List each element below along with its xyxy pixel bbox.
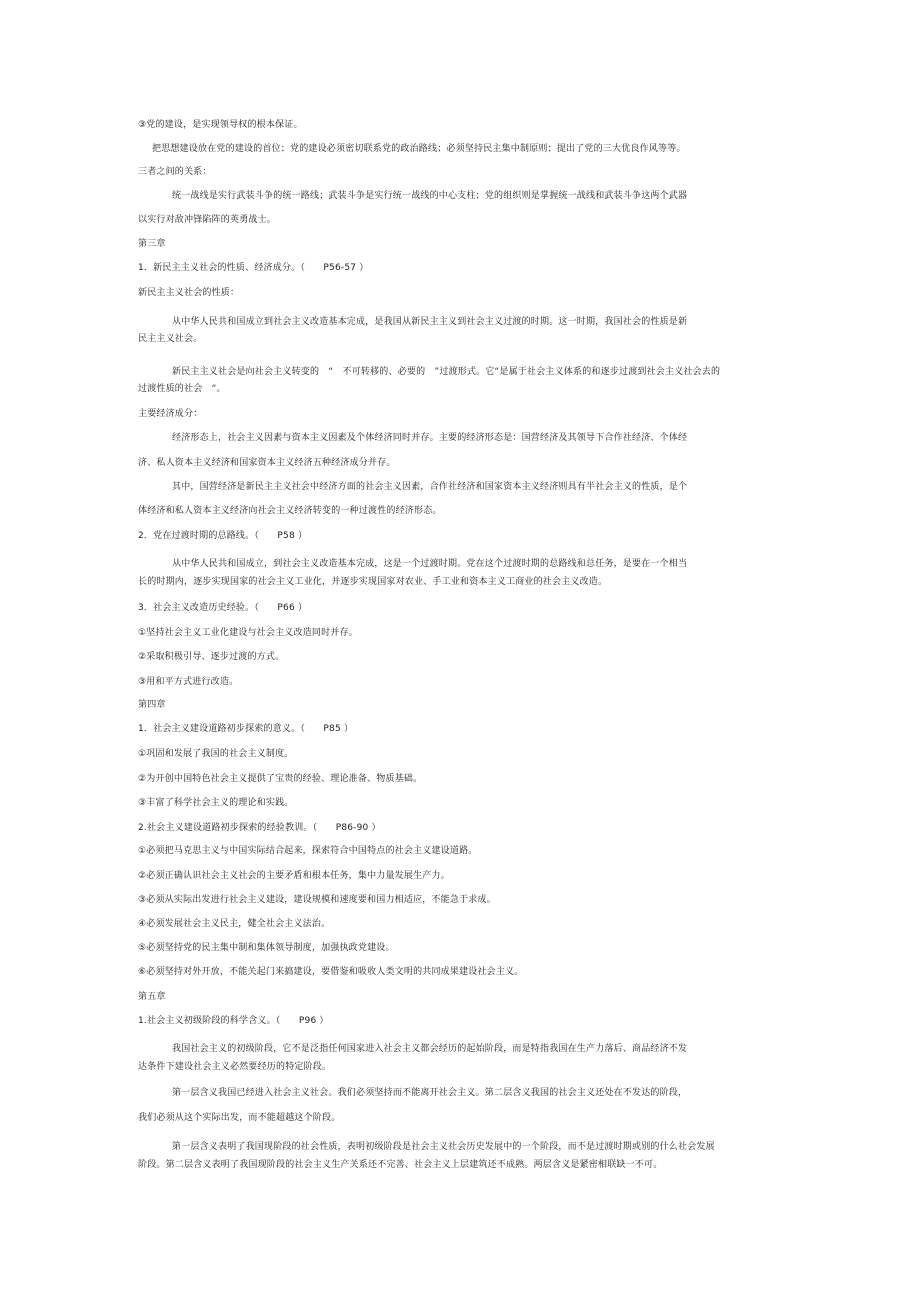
section-heading: 1．社会主义建设道路初步探索的意义。（ P85 ） [138, 724, 354, 734]
list-item: ⑥必须坚持对外开放，不能关起门来搞建设，要借鉴和吸收人类文明的共同成果建设社会主义。 [138, 967, 524, 977]
list-item: ①必须把马克思主义与中国实际结合起来，探索符合中国特点的社会主义建设道路。 [138, 846, 478, 856]
text-line: 第一层含义我国已经进入社会主义社会。我们必须坚持而不能离开社会主义。第二层含义我国的社会主义还处在不发达的阶段， [172, 1088, 688, 1098]
list-item: ③用和平方式进行改造。 [138, 677, 239, 687]
text-line: 第一层含义表明了我国现阶段的社会性质，表明初级阶段是社会主义社会历史发展中的一个阶段，而不是过渡时期或别的什么社会发展 [172, 1142, 715, 1152]
list-item: ③丰富了科学社会主义的理论和实践。 [138, 798, 294, 808]
text-line: 经济形态上，社会主义因素与资本主义因素及个体经济同时并存。主要的经济形态是：国营经济及其领导下合作社经济、个体经 [172, 433, 688, 443]
section-heading: 2．党在过渡时期的总路线。（ P58 ） [138, 531, 308, 541]
list-item: ②必须正确认识社会主义社会的主要矛盾和根本任务，集中力量发展生产力。 [138, 871, 450, 881]
text-line: 把思想建设放在党的建设的首位；党的建设必须密切联系党的政治路线；必须坚持民主集中制原则；提出了党的三大优良作风等等。 [152, 144, 686, 154]
section-heading: 2.社会主义建设道路初步探索的经验教训。（ P86-90 ） [138, 823, 381, 833]
text-line: 以实行对敌冲锋陷阵的英勇战士。 [138, 215, 277, 225]
text-line: 我国社会主义的初级阶段，它不是泛指任何国家进入社会主义都会经历的起始阶段，而是特指我国在生产力落后、商品经济不发 [172, 1044, 688, 1054]
list-item: ③必须从实际出发进行社会主义建设，建设规模和速度要和国力相适应，不能急于求成。 [138, 895, 496, 905]
list-item: ⑤必须坚持党的民主集中制和集体领导制度，加强执政党建设。 [138, 943, 395, 953]
text-line: 体经济和私人资本主义经济向社会主义经济转变的一种过渡性的经济形态。 [138, 506, 442, 516]
list-item: ④必须发展社会主义民主，健全社会主义法治。 [138, 919, 331, 929]
text-line: 新民主主义社会是向社会主义转变的 “ 不可转移的、必要的 ”过渡形式。它“是属于社会主义体系的和逐步过渡到社会主义社会去的 [172, 367, 721, 377]
section-heading: 3．社会主义改造历史经验。（ P66 ） [138, 603, 308, 613]
text-line: 长的时期内，逐步实现国家的社会主义工业化，并逐步实现国家对农业、手工业和资本主义工商业的社会主义改造。 [138, 577, 608, 587]
text-line: 阶段。第二层含义表明了我国现阶段的社会主义生产关系还不完善、社会主义上层建筑还不成熟。两层含义是紧密相联缺一不可。 [138, 1160, 663, 1170]
list-item: ①坚持社会主义工业化建设与社会主义改造同时并存。 [138, 628, 358, 638]
text-line: 从中华人民共和国成立到社会主义改造基本完成，是我国从新民主主义到社会主义过渡的时期。这一时期，我国社会的性质是新 [172, 317, 688, 327]
chapter-heading: 第四章 [138, 700, 166, 710]
chapter-heading: 第五章 [138, 992, 166, 1002]
chapter-heading: 第三章 [138, 239, 166, 249]
list-item: ①巩固和发展了我国的社会主义制度。 [138, 749, 294, 759]
section-heading: 1．新民主主义社会的性质、经济成分。（ P56-57 ） [138, 263, 369, 273]
text-line: 我们必须从这个实际出发，而不能超越这个阶段。 [138, 1113, 341, 1123]
section-heading: 1.社会主义初级阶段的科学含义。（ P96 ） [138, 1016, 329, 1026]
list-item: ②为开创中国特色社会主义提供了宝贵的经验、理论准备、物质基础。 [138, 774, 423, 784]
text-line: 过渡性质的社会 “。 [138, 384, 226, 394]
text-line: 统一战线是实行武装斗争的统一路线；武装斗争是实行统一战线的中心支柱；党的组织则是掌握统一战线和武装斗争这两个武器 [172, 191, 688, 201]
text-line: ③党的建设，是实现领导权的根本保证。 [138, 120, 303, 130]
text-line: 新民主主义社会的性质： [138, 288, 240, 298]
text-line: 达条件下建设社会主义必然要经历的特定阶段。 [138, 1062, 332, 1072]
list-item: ②采取积极引导、逐步过渡的方式。 [138, 652, 285, 662]
text-line: 主要经济成分： [138, 409, 203, 419]
text-line: 民主主义社会。 [138, 334, 203, 344]
text-line: 从中华人民共和国成立，到社会主义改造基本完成，这是一个过渡时期。党在这个过渡时期的总路线和总任务，是要在一个相当 [172, 559, 688, 569]
text-line: 三者之间的关系： [138, 167, 212, 177]
text-line: 其中，国营经济是新民主主义社会中经济方面的社会主义因素，合作社经济和国家资本主义经济则具有半社会主义的性质，是个 [172, 482, 688, 492]
text-line: 济、私人资本主义经济和国家资本主义经济五种经济成分并存。 [138, 458, 396, 468]
